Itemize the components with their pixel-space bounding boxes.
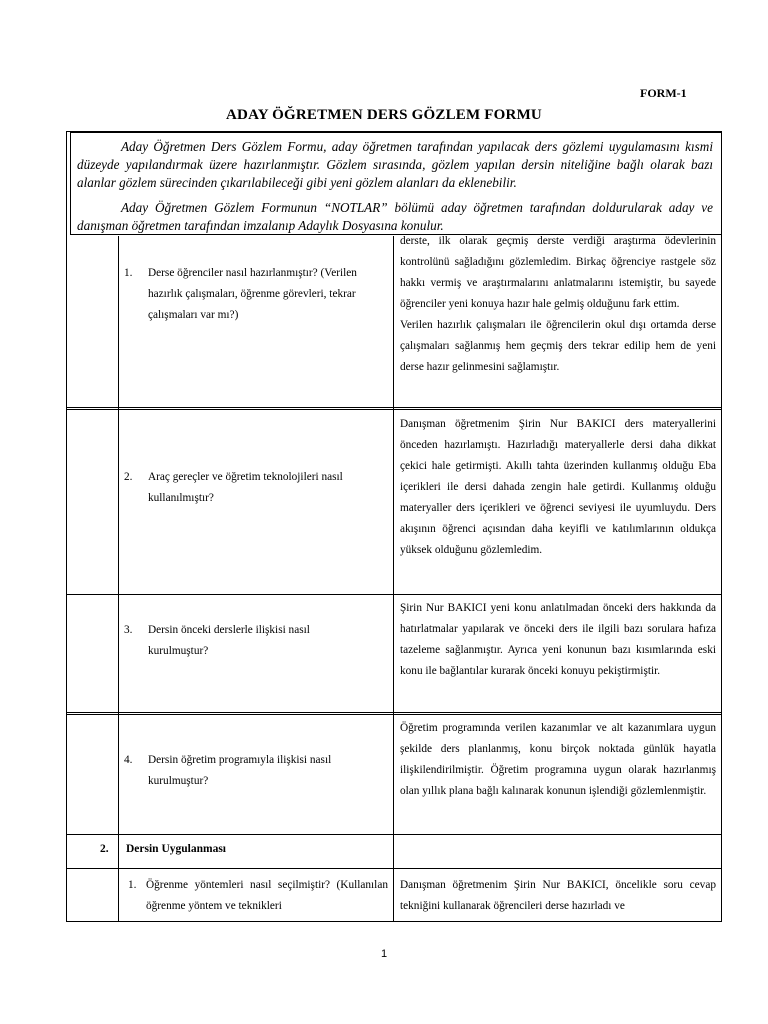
row-divider [66, 594, 722, 595]
intro-box [70, 132, 722, 235]
section2-answer-1 [400, 875, 716, 917]
form-code: FORM-1 [640, 86, 687, 100]
table-col-line-2 [393, 236, 394, 921]
question-3 [124, 620, 368, 662]
question-4 [124, 750, 368, 792]
answer-2 [400, 414, 716, 561]
question-2 [124, 467, 368, 509]
intro-paragraph-1: Aday Öğretmen Ders Gözlem Formu, aday öğretmen tarafından yapılacak ders gözlemi uygulamasını kısmi düzeyde yapılandırmak üzere hazırlanmıştır. Gözlem sırasında, gözlem yapılan dersin niteliğine bağlı olarak bazı alanlar gözlem sürecinden çıkarılabileceği gibi yeni gözlem alanları da eklenebilir. [77, 139, 713, 190]
row-divider [66, 868, 722, 869]
section-title: Dersin Uygulanması [126, 843, 226, 855]
question-text: Araç gereçler ve öğretim teknolojileri nasıl kullanılmıştır? [148, 471, 343, 504]
answer-text: Danışman öğretmenim Şirin Nur BAKICI ders materyallerini önceden hazırlamıştı. Hazırladığı materyallerle dersi daha dikkat çekici hale getirmişti. Akıllı tahta üzerinden kullanmış olduğu Eba içerikleri ile dersi dahada zengin hale getirdi. Kullanmış olduğu materyaller ders içerikleri ve öğrenci seviyesi ile uyumluydu. Ders akışının öğrenci açısından daha keyifli ve katılımlarının oldukça yüksek olduğunu gözlemledim. [400, 418, 716, 556]
table-col-line-1 [118, 236, 119, 921]
question-text: Dersin önceki derslerle ilişkisi nasıl kurulmuştur? [148, 624, 310, 657]
answer-4 [400, 718, 716, 802]
answer-text: Danışman öğretmenim Şirin Nur BAKICI, öncelikle soru cevap tekniğini kullanarak öğrencileri derse hazırladı ve [400, 879, 716, 912]
row-divider [66, 712, 722, 715]
section2-question-1 [124, 875, 388, 917]
question-number: 1. [124, 267, 133, 279]
answer-text: Verilen hazırlık çalışmaları ile öğrencilerin okul dışı ortamda derse çalışmaları sağlanmış hem geçmiş ders tekrar edilip hem de yeni derse hazır gelinmesini sağlamıştır. [400, 319, 716, 373]
question-number: 2. [124, 471, 133, 483]
question-text: Dersin öğretim programıyla ilişkisi nasıl kurulmuştur? [148, 754, 332, 787]
answer-3 [400, 598, 716, 682]
question-number: 3. [124, 624, 133, 636]
answer-text: derste, ilk olarak geçmiş derste verdiği araştırma ödevlerinin kontrolünü sağladığını gözlemledim. Birkaç öğrenciye rastgele söz hakkı vermiş ve araştırmalarını anlatmalarını istemiştir, bu sayede öğrenciler yeni konuya hazır hale gelmiş olduğunu fark ettim. [400, 235, 716, 310]
answer-text: Şirin Nur BAKICI yeni konu anlatılmadan önceki ders hakkında da hatırlatmalar yapılarak ve önceki ders ile ilgili bazı sorulara hafıza tazeleme sağlanmıştır. Ayrıca yeni konunun bazı kısımlarında eski konu ile bağlantılar kurarak önceki konuyu pekiştirmiştir. [400, 602, 716, 677]
row-divider [66, 407, 722, 410]
answer-text: Öğretim programında verilen kazanımlar ve alt kazanımlara uygun şekilde ders planlanmış, konu birçok noktada günlük hayatla ilişkilendirilmiştir. Öğretim programına uygun olarak hazırlanmış olan yıllık plana bağlı kalınarak konunun işlendiği gözlemlenmiştir. [400, 722, 716, 797]
answer-1 [400, 231, 716, 378]
section-number: 2. [100, 843, 109, 855]
row-divider [66, 834, 722, 835]
question-text: Öğrenme yöntemleri nasıl seçilmiştir? (Kullanılan öğrenme yöntem ve teknikleri [146, 879, 388, 912]
question-number: 1. [128, 879, 137, 891]
form-title: ADAY ÖĞRETMEN DERS GÖZLEM FORMU [226, 107, 542, 123]
question-1 [124, 263, 368, 326]
intro-paragraph-2: Aday Öğretmen Gözlem Formunun “NOTLAR” bölümü aday öğretmen tarafından doldurularak aday ve danışman öğretmen tarafından imzalanıp Adaylık Dosyasına konulur. [77, 200, 713, 233]
page-number: 1 [380, 948, 388, 960]
question-number: 4. [124, 754, 133, 766]
question-text: Derse öğrenciler nasıl hazırlanmıştır? (Verilen hazırlık çalışmaları, öğrenme görevleri, tekrar çalışmaları var mı?) [148, 267, 357, 321]
